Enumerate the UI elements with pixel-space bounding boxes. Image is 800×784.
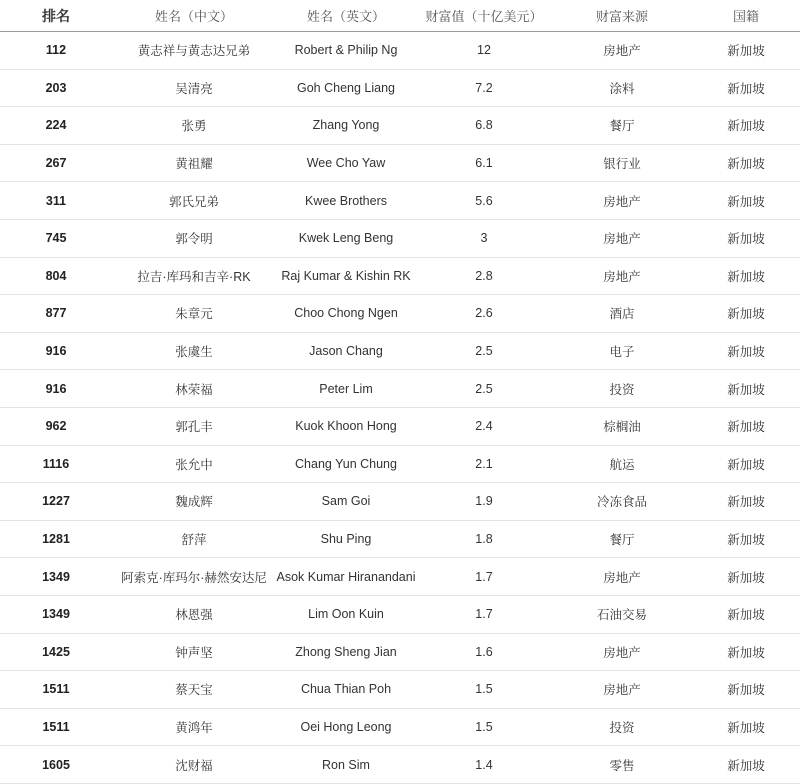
country-cell: 新加坡	[727, 81, 765, 96]
header-country: 国籍	[732, 9, 759, 24]
net-worth-cell: 2.5	[475, 344, 493, 359]
table-row	[0, 709, 800, 747]
rank-cell: 1227	[42, 494, 70, 509]
source-cell: 房地产	[603, 194, 641, 209]
name-en-cell: Oei Hong Leong	[300, 719, 392, 734]
country-cell: 新加坡	[727, 194, 765, 209]
table-row	[0, 107, 800, 145]
name-cn-cell: 林恩强	[175, 608, 213, 623]
rank-cell: 916	[45, 381, 67, 396]
net-worth-cell: 12	[477, 43, 491, 58]
source-cell: 银行业	[603, 157, 641, 172]
country-cell: 新加坡	[727, 269, 765, 284]
net-worth-cell: 3	[480, 231, 488, 246]
table-row	[0, 220, 800, 258]
name-cn-cell: 黄志祥与黄志达兄弟	[137, 44, 251, 59]
name-cn-cell: 张允中	[175, 457, 213, 472]
table-row	[0, 408, 800, 446]
header-name-en: 姓名（英文）	[306, 9, 385, 24]
rank-cell: 745	[45, 231, 67, 246]
name-cn-cell: 黄祖耀	[175, 157, 213, 172]
country-cell: 新加坡	[727, 119, 765, 134]
name-en-cell: Goh Cheng Liang	[297, 80, 395, 95]
net-worth-cell: 1.4	[475, 757, 493, 772]
source-cell: 房地产	[603, 683, 641, 698]
net-worth-cell: 1.6	[475, 644, 493, 659]
table-body	[0, 32, 800, 784]
name-cn-cell: 张勇	[181, 119, 207, 134]
rank-cell: 1349	[42, 607, 70, 622]
name-en-cell: Sam Goi	[321, 494, 371, 509]
table-row	[0, 746, 800, 784]
name-cn-cell: 吴清亮	[175, 81, 213, 96]
name-en-cell: Peter Lim	[319, 381, 373, 396]
name-cn-cell: 拉吉·库玛和吉辛·RK	[137, 269, 251, 284]
table-row	[0, 333, 800, 371]
country-cell: 新加坡	[727, 495, 765, 510]
name-cn-cell: 阿索克·库玛尔·赫然安达尼	[121, 570, 267, 585]
table-row	[0, 70, 800, 108]
net-worth-cell: 2.5	[475, 381, 493, 396]
country-cell: 新加坡	[727, 570, 765, 585]
source-cell: 投资	[609, 382, 635, 397]
net-worth-cell: 1.9	[475, 494, 493, 509]
country-cell: 新加坡	[727, 44, 765, 59]
name-en-cell: Zhong Sheng Jian	[295, 644, 397, 659]
name-en-cell: Ron Sim	[322, 757, 370, 772]
table-row	[0, 558, 800, 596]
name-cn-cell: 朱章元	[175, 307, 213, 322]
net-worth-cell: 2.4	[475, 419, 493, 434]
rank-cell: 804	[45, 268, 67, 283]
source-cell: 酒店	[609, 307, 635, 322]
rank-cell: 1511	[42, 682, 70, 697]
source-cell: 棕榈油	[603, 420, 641, 435]
net-worth-cell: 2.8	[475, 268, 493, 283]
country-cell: 新加坡	[727, 157, 765, 172]
source-cell: 房地产	[603, 44, 641, 59]
country-cell: 新加坡	[727, 457, 765, 472]
net-worth-cell: 2.6	[475, 306, 493, 321]
name-en-cell: Zhang Yong	[312, 118, 380, 133]
name-cn-cell: 林荣福	[175, 382, 213, 397]
country-cell: 新加坡	[727, 345, 765, 360]
table-row	[0, 596, 800, 634]
table-row	[0, 182, 800, 220]
name-cn-cell: 魏成辉	[175, 495, 213, 510]
name-cn-cell: 郭令明	[175, 232, 213, 247]
country-cell: 新加坡	[727, 758, 765, 773]
name-cn-cell: 张虞生	[175, 345, 213, 360]
source-cell: 石油交易	[596, 608, 647, 623]
source-cell: 零售	[609, 758, 635, 773]
name-en-cell: Lim Oon Kuin	[308, 607, 384, 622]
name-en-cell: Wee Cho Yaw	[306, 156, 386, 171]
rank-cell: 1349	[42, 569, 70, 584]
country-cell: 新加坡	[727, 533, 765, 548]
rank-cell: 877	[45, 306, 67, 321]
name-en-cell: Choo Chong Ngen	[294, 306, 398, 321]
name-en-cell: Chang Yun Chung	[295, 456, 397, 471]
net-worth-cell: 1.5	[475, 682, 493, 697]
source-cell: 冷冻食品	[596, 495, 647, 510]
net-worth-cell: 5.6	[475, 193, 493, 208]
header-name-cn: 姓名（中文）	[154, 9, 233, 24]
source-cell: 房地产	[603, 570, 641, 585]
name-cn-cell: 郭氏兄弟	[168, 194, 219, 209]
net-worth-cell: 7.2	[475, 80, 493, 95]
country-cell: 新加坡	[727, 232, 765, 247]
name-cn-cell: 蔡天宝	[175, 683, 213, 698]
table-row	[0, 145, 800, 183]
table-header	[0, 0, 800, 32]
table-row	[0, 634, 800, 672]
rank-cell: 962	[45, 419, 67, 434]
name-cn-cell: 郭孔丰	[175, 420, 213, 435]
source-cell: 房地产	[603, 232, 641, 247]
source-cell: 餐厅	[609, 533, 635, 548]
rank-cell: 1605	[42, 757, 70, 772]
rank-cell: 1281	[42, 532, 70, 547]
source-cell: 餐厅	[609, 119, 635, 134]
table-row	[0, 446, 800, 484]
rank-cell: 224	[45, 118, 67, 133]
country-cell: 新加坡	[727, 307, 765, 322]
rank-cell: 1425	[42, 644, 70, 659]
country-cell: 新加坡	[727, 683, 765, 698]
source-cell: 投资	[609, 720, 635, 735]
table-row	[0, 32, 800, 70]
header-rank: 排名	[42, 7, 70, 24]
net-worth-cell: 1.5	[475, 719, 493, 734]
country-cell: 新加坡	[727, 382, 765, 397]
net-worth-cell: 1.7	[475, 607, 493, 622]
name-en-cell: Raj Kumar & Kishin RK	[281, 268, 411, 283]
rank-cell: 267	[45, 156, 67, 171]
table-row	[0, 295, 800, 333]
name-en-cell: Robert & Philip Ng	[294, 43, 398, 58]
table-row	[0, 671, 800, 709]
rank-cell: 112	[45, 43, 67, 58]
name-en-cell: Jason Chang	[309, 344, 383, 359]
source-cell: 涂料	[609, 81, 635, 96]
rank-cell: 916	[45, 344, 67, 359]
name-cn-cell: 钟声坚	[175, 645, 213, 660]
net-worth-cell: 1.7	[475, 569, 493, 584]
header-net-worth: 财富值（十亿美元）	[425, 9, 543, 24]
name-en-cell: Kwee Brothers	[305, 193, 387, 208]
name-en-cell: Kwek Leng Beng	[298, 231, 394, 246]
name-cn-cell: 舒萍	[181, 533, 207, 548]
header-source: 财富来源	[595, 9, 648, 24]
name-en-cell: Asok Kumar Hiranandani	[276, 569, 416, 584]
country-cell: 新加坡	[727, 420, 765, 435]
country-cell: 新加坡	[727, 645, 765, 660]
rank-cell: 1116	[42, 456, 70, 471]
country-cell: 新加坡	[727, 720, 765, 735]
table-row	[0, 258, 800, 296]
source-cell: 航运	[609, 457, 635, 472]
name-en-cell: Kuok Khoon Hong	[295, 419, 397, 434]
country-cell: 新加坡	[727, 608, 765, 623]
source-cell: 电子	[609, 345, 635, 360]
rank-cell: 311	[45, 193, 67, 208]
name-cn-cell: 黄鸿年	[175, 720, 213, 735]
name-cn-cell: 沈财福	[175, 758, 213, 773]
name-en-cell: Shu Ping	[320, 532, 372, 547]
source-cell: 房地产	[603, 269, 641, 284]
table-row	[0, 521, 800, 559]
net-worth-cell: 6.1	[475, 156, 493, 171]
name-en-cell: Chua Thian Poh	[300, 682, 392, 697]
net-worth-cell: 2.1	[475, 456, 493, 471]
rank-cell: 203	[45, 80, 67, 95]
rank-cell: 1511	[42, 719, 70, 734]
net-worth-cell: 1.8	[475, 532, 493, 547]
source-cell: 房地产	[603, 645, 641, 660]
net-worth-cell: 6.8	[475, 118, 493, 133]
table-row	[0, 483, 800, 521]
table-row	[0, 370, 800, 408]
